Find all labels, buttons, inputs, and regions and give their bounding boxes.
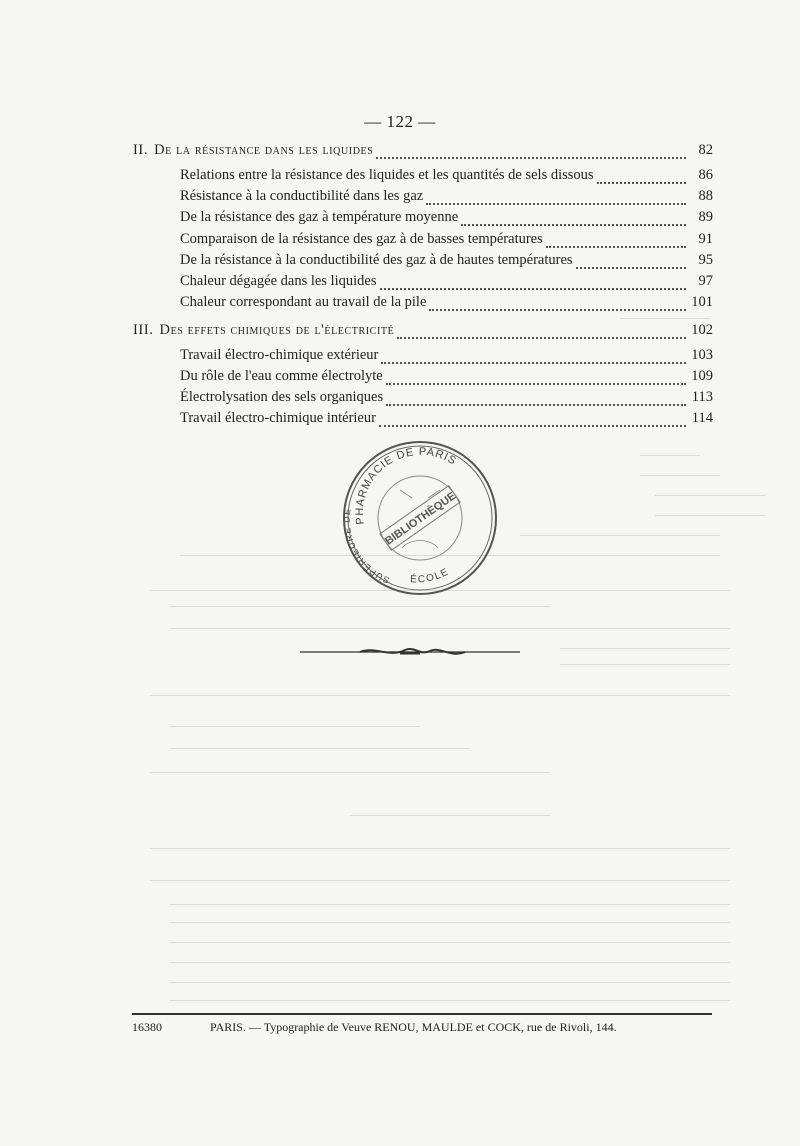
- dot-leader: [386, 394, 686, 406]
- entry-page: 113: [691, 389, 713, 405]
- entry-title: Relations entre la résistance des liquides et les quantités de sels dissous: [180, 167, 594, 183]
- entry-page: 101: [691, 294, 713, 310]
- dot-leader: [429, 299, 686, 311]
- dot-leader: [461, 214, 686, 226]
- footer-rule: [132, 1013, 712, 1015]
- entry-page: 89: [698, 209, 713, 225]
- toc-section-row: [133, 322, 713, 344]
- entry-title: De la résistance à la conductibilité des gaz à de hautes températures: [180, 252, 573, 268]
- svg-text:ÉCOLE: [410, 566, 451, 585]
- imprint-text: PARIS. — Typographie de Veuve RENOU, MAULDE et COCK, rue de Rivoli, 144.: [210, 1020, 617, 1034]
- entry-title: Résistance à la conductibilité dans les gaz: [180, 188, 424, 204]
- stamp-center-text: BIBLIOTHÈQUE: [383, 490, 459, 548]
- toc-entry: [180, 368, 713, 390]
- toc-entry: [180, 410, 713, 432]
- printer-imprint: [132, 1020, 712, 1035]
- dot-leader: [597, 172, 686, 184]
- dot-leader: [376, 147, 686, 159]
- dot-leader: [381, 352, 686, 364]
- section-page: 82: [698, 142, 713, 158]
- dot-leader: [379, 415, 686, 427]
- entry-title: De la résistance des gaz à température moyenne: [180, 209, 459, 225]
- entry-title: Du rôle de l'eau comme électrolyte: [180, 368, 383, 384]
- entry-title: Électrolysation des sels organiques: [180, 389, 384, 405]
- toc-entry: [180, 188, 713, 210]
- entry-page: 114: [691, 410, 713, 426]
- section-numeral: III.: [133, 322, 154, 338]
- toc-entry: [180, 231, 713, 253]
- toc-entry: [180, 167, 713, 189]
- entry-title: Chaleur dégagée dans les liquides: [180, 273, 377, 289]
- library-stamp: [340, 438, 500, 598]
- entry-page: 103: [691, 347, 713, 363]
- entry-page: 88: [698, 188, 713, 204]
- section-title: De la résistance dans les liquides: [154, 142, 374, 158]
- page-number: — 122 —: [364, 112, 436, 131]
- toc-section-row: [133, 142, 713, 164]
- dot-leader: [397, 327, 686, 339]
- dot-leader: [426, 193, 686, 205]
- dot-leader: [386, 373, 686, 385]
- entry-title: Travail électro-chimique intérieur: [180, 410, 376, 426]
- entry-page: 86: [698, 167, 713, 183]
- dot-leader: [576, 257, 686, 269]
- entry-page: 95: [698, 252, 713, 268]
- entry-title: Chaleur correspondant au travail de la pile: [180, 294, 427, 310]
- toc-entry: [180, 273, 713, 295]
- toc-entry: [180, 252, 713, 274]
- ornamental-rule: [300, 644, 520, 660]
- print-code: 16380: [132, 1020, 162, 1034]
- toc-entry: [180, 294, 713, 316]
- section-title: Des effets chimiques de l'électricité: [159, 322, 395, 338]
- entry-page: 91: [698, 231, 713, 247]
- entry-page: 109: [691, 368, 713, 384]
- dot-leader: [546, 236, 686, 248]
- toc-entry: [180, 389, 713, 411]
- toc-entry: [180, 347, 713, 369]
- entry-page: 97: [698, 273, 713, 289]
- svg-text:PHARMACIE DE PARIS: [354, 446, 459, 525]
- section-numeral: II.: [133, 142, 149, 158]
- entry-title: Travail électro-chimique extérieur: [180, 347, 379, 363]
- stamp-top-text: PHARMACIE DE PARIS: [353, 445, 459, 526]
- stamp-bottom-text: ÉCOLE: [409, 566, 452, 586]
- toc-entry: [180, 209, 713, 231]
- dot-leader: [380, 278, 687, 290]
- section-page: 102: [691, 322, 713, 338]
- stamp-left-text: SUPÉRIEURE DE: [341, 507, 391, 586]
- entry-title: Comparaison de la résistance des gaz à de basses températures: [180, 231, 543, 247]
